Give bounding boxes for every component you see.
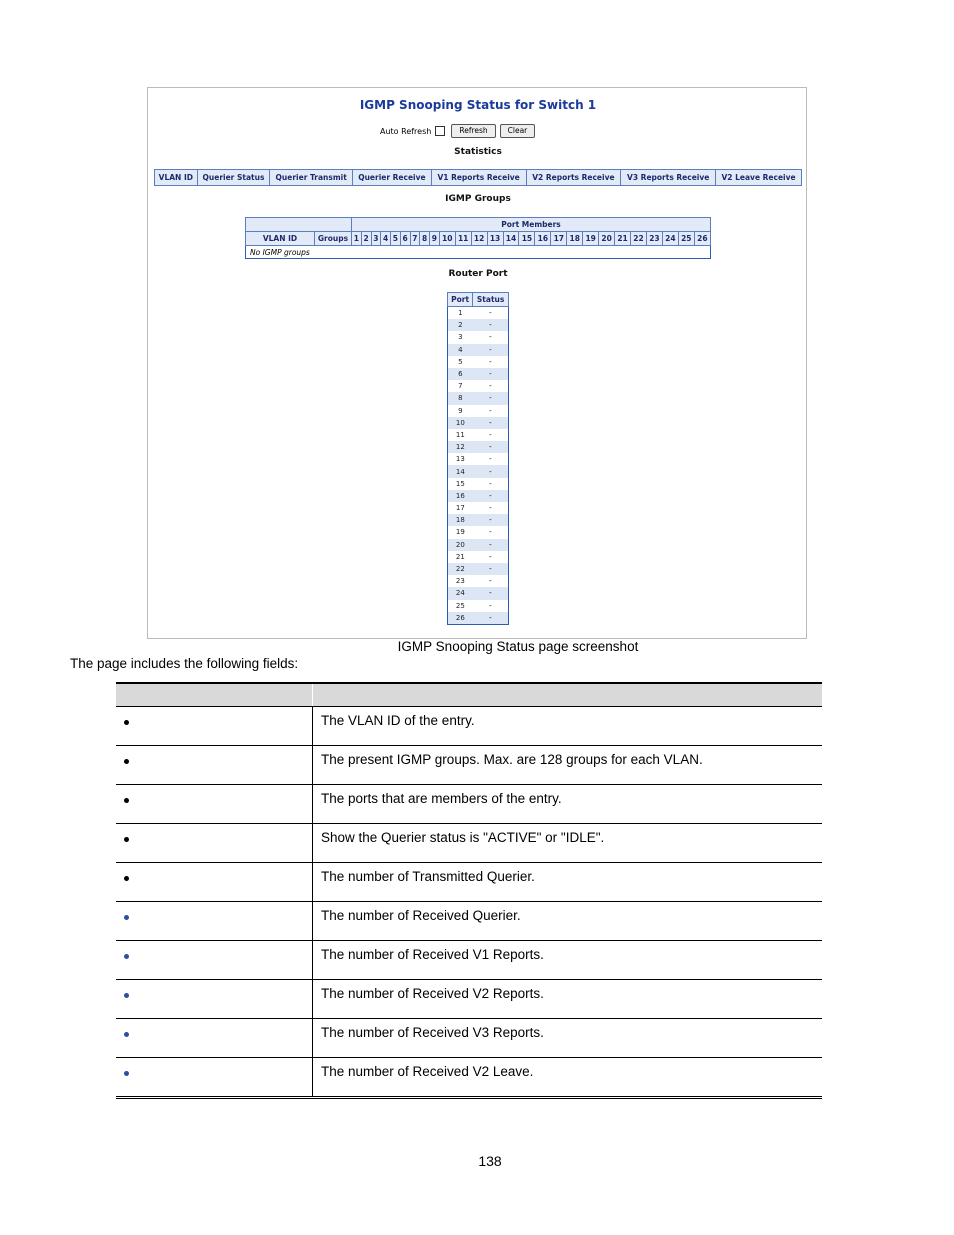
router-port-table [447,292,509,625]
field-row [116,1019,822,1058]
router-port-row [448,356,509,368]
router-port-status: - [473,344,509,356]
router-port-number: 23 [455,577,465,586]
port-number-header: 19 [583,232,599,246]
router-port-number: 2 [448,319,473,331]
no-groups-message: No IGMP groups [250,247,310,257]
field-row [116,746,822,785]
port-number-header: 2 [361,232,371,246]
router-port-row [448,465,509,477]
port-number-header: 18 [567,232,583,246]
field-object-cell [116,980,313,1019]
router-port-row [448,539,509,551]
port-members-header: Port Members [352,218,711,232]
port-number-header: 23 [646,232,662,246]
port-header: Port [448,293,473,307]
router-port-row [448,429,509,441]
router-port-number: 22 [448,563,473,575]
router-port-number: 18 [448,514,473,526]
router-port-status: - [473,441,509,453]
port-number-header: 3 [371,232,381,246]
router-port-status: - [473,539,509,551]
router-port-number: 20 [448,539,473,551]
port-number-header: 12 [471,232,487,246]
router-port-row [448,575,509,587]
groups-header: Groups [315,232,352,246]
port-number-header: 20 [599,232,615,246]
bullet-icon [124,954,129,959]
router-port-status: - [473,514,509,526]
field-object-cell [116,785,313,824]
statistics-column-header: V2 Reports Receive [526,170,621,186]
field-row [116,863,822,902]
router-port-number: 24 [448,587,473,599]
port-number-header: 4 [381,232,391,246]
router-port-number: 5 [458,357,463,366]
field-object-cell [116,941,313,980]
port-number-header: 25 [678,232,694,246]
router-port-status: - [473,490,509,502]
field-object-cell [116,902,313,941]
router-port-number: 8 [448,392,473,404]
router-port-number: 6 [448,368,473,380]
router-port-status: - [489,504,492,513]
router-port-number: 26 [448,612,473,625]
router-port-status: - [489,357,492,366]
port-number-header: 24 [662,232,678,246]
bullet-icon [124,993,129,998]
router-port-status: - [473,319,509,331]
router-port-row [448,307,509,320]
router-port-status: - [489,455,492,464]
port-number-header: 11 [455,232,471,246]
figure-caption: IGMP Snooping Status page screenshot [397,639,639,654]
router-port-number: 14 [448,465,473,477]
field-description: The VLAN ID of the entry. [313,707,823,746]
router-port-title: Router Port [448,269,508,279]
router-port-row [448,563,509,575]
statistics-column-header: Querier Receive [353,170,432,186]
router-port-status: - [489,406,492,415]
statistics-column-header: V3 Reports Receive [621,170,716,186]
router-port-status: - [473,417,509,429]
router-port-number: 15 [455,479,465,488]
field-object-cell [116,863,313,902]
field-row [116,1058,822,1098]
router-port-status: - [489,577,492,586]
port-number-header: 10 [439,232,455,246]
router-port-number: 16 [448,490,473,502]
port-number-header: 15 [519,232,535,246]
router-port-row [448,551,509,563]
vlan-id-header: VLAN ID [246,232,315,246]
router-port-row [448,380,509,392]
router-port-status: - [473,465,509,477]
field-row [116,824,822,863]
field-description: Show the Querier status is "ACTIVE" or "IDLE". [313,824,823,863]
router-port-status: - [473,368,509,380]
router-port-status: - [489,382,492,391]
router-port-row [448,344,509,356]
screenshot-frame [147,87,807,639]
router-port-status: - [489,479,492,488]
bullet-icon [124,837,129,842]
port-number-header: 1 [352,232,362,246]
router-port-number: 3 [458,333,463,342]
field-row [116,941,822,980]
auto-refresh-checkbox[interactable] [435,126,445,136]
statistics-column-header: Querier Transmit [270,170,353,186]
auto-refresh-label: Auto Refresh [380,126,432,136]
router-port-number: 17 [455,504,465,513]
statistics-table [154,169,802,186]
router-port-number: 9 [458,406,463,415]
bullet-icon [124,915,129,920]
refresh-controls [380,123,539,139]
port-number-header: 26 [694,232,710,246]
router-port-number: 1 [458,309,463,318]
router-port-row [448,453,509,465]
field-description: The number of Received V1 Reports. [313,941,823,980]
router-port-row [448,417,509,429]
router-port-row [448,490,509,502]
router-port-row [448,331,509,343]
port-number-header: 8 [420,232,430,246]
router-port-row [448,441,509,453]
port-number-header: 14 [503,232,519,246]
router-port-number: 10 [448,417,473,429]
field-description: The number of Transmitted Querier. [313,863,823,902]
page-title: IGMP Snooping Status for Switch 1 [359,98,597,112]
router-port-row [448,587,509,599]
router-port-status: - [489,528,492,537]
router-port-row [448,526,509,538]
router-port-row [448,319,509,331]
router-port-row [448,612,509,625]
router-port-number: 7 [458,382,463,391]
router-port-row [448,502,509,514]
router-port-status: - [473,587,509,599]
router-port-status: - [489,430,492,439]
bullet-icon [124,720,129,725]
router-port-status: - [473,563,509,575]
bullet-icon [124,876,129,881]
field-row [116,785,822,824]
statistics-title: Statistics [454,147,502,157]
bullet-icon [124,759,129,764]
router-port-status: - [489,333,492,342]
bullet-icon [124,798,129,803]
field-row [116,902,822,941]
port-number-header: 5 [391,232,401,246]
field-description: The number of Received V3 Reports. [313,1019,823,1058]
router-port-number: 4 [448,344,473,356]
field-object-cell [116,1058,313,1098]
router-port-status: - [473,392,509,404]
router-port-number: 25 [455,601,465,610]
port-number-header: 6 [400,232,410,246]
router-port-row [448,478,509,490]
router-port-status: - [473,612,509,625]
status-header: Status [473,293,509,307]
igmp-groups-title: IGMP Groups [445,194,511,204]
router-port-row [448,514,509,526]
field-description: The ports that are members of the entry. [313,785,823,824]
field-description: The number of Received V2 Leave. [313,1058,823,1098]
router-port-row [448,392,509,404]
field-object-cell [116,824,313,863]
field-object-cell [116,1019,313,1058]
field-description: The present IGMP groups. Max. are 128 groups for each VLAN. [313,746,823,785]
router-port-number: 13 [455,455,465,464]
statistics-column-header: Querier Status [197,170,270,186]
intro-text: The page includes the following fields: [70,656,299,671]
field-description: The number of Received V2 Reports. [313,980,823,1019]
router-port-number: 11 [455,430,465,439]
router-port-status: - [489,552,492,561]
field-description: The number of Received Querier. [313,902,823,941]
field-row [116,980,822,1019]
port-number-header: 16 [535,232,551,246]
router-port-number: 21 [455,552,465,561]
port-number-header: 22 [631,232,647,246]
port-number-header: 13 [487,232,503,246]
bullet-icon [124,1071,129,1076]
router-port-row [448,368,509,380]
router-port-status: - [489,601,492,610]
router-port-row [448,600,509,612]
field-object-cell [116,707,313,746]
router-port-number: 12 [448,441,473,453]
clear-button[interactable]: Clear [500,124,536,138]
page-number: 138 [478,1153,502,1169]
statistics-column-header: VLAN ID [155,170,198,186]
router-port-status: - [489,309,492,318]
port-number-header: 7 [410,232,420,246]
fields-table [116,682,822,1099]
field-object-cell [116,746,313,785]
port-number-header: 21 [615,232,631,246]
port-number-header: 9 [430,232,440,246]
bullet-icon [124,1032,129,1037]
igmp-groups-table [245,217,711,259]
refresh-button[interactable]: Refresh [451,124,495,138]
field-row [116,707,822,746]
router-port-number: 19 [455,528,465,537]
router-port-row [448,405,509,417]
statistics-column-header: V1 Reports Receive [431,170,526,186]
statistics-column-header: V2 Leave Receive [716,170,802,186]
port-number-header: 17 [551,232,567,246]
